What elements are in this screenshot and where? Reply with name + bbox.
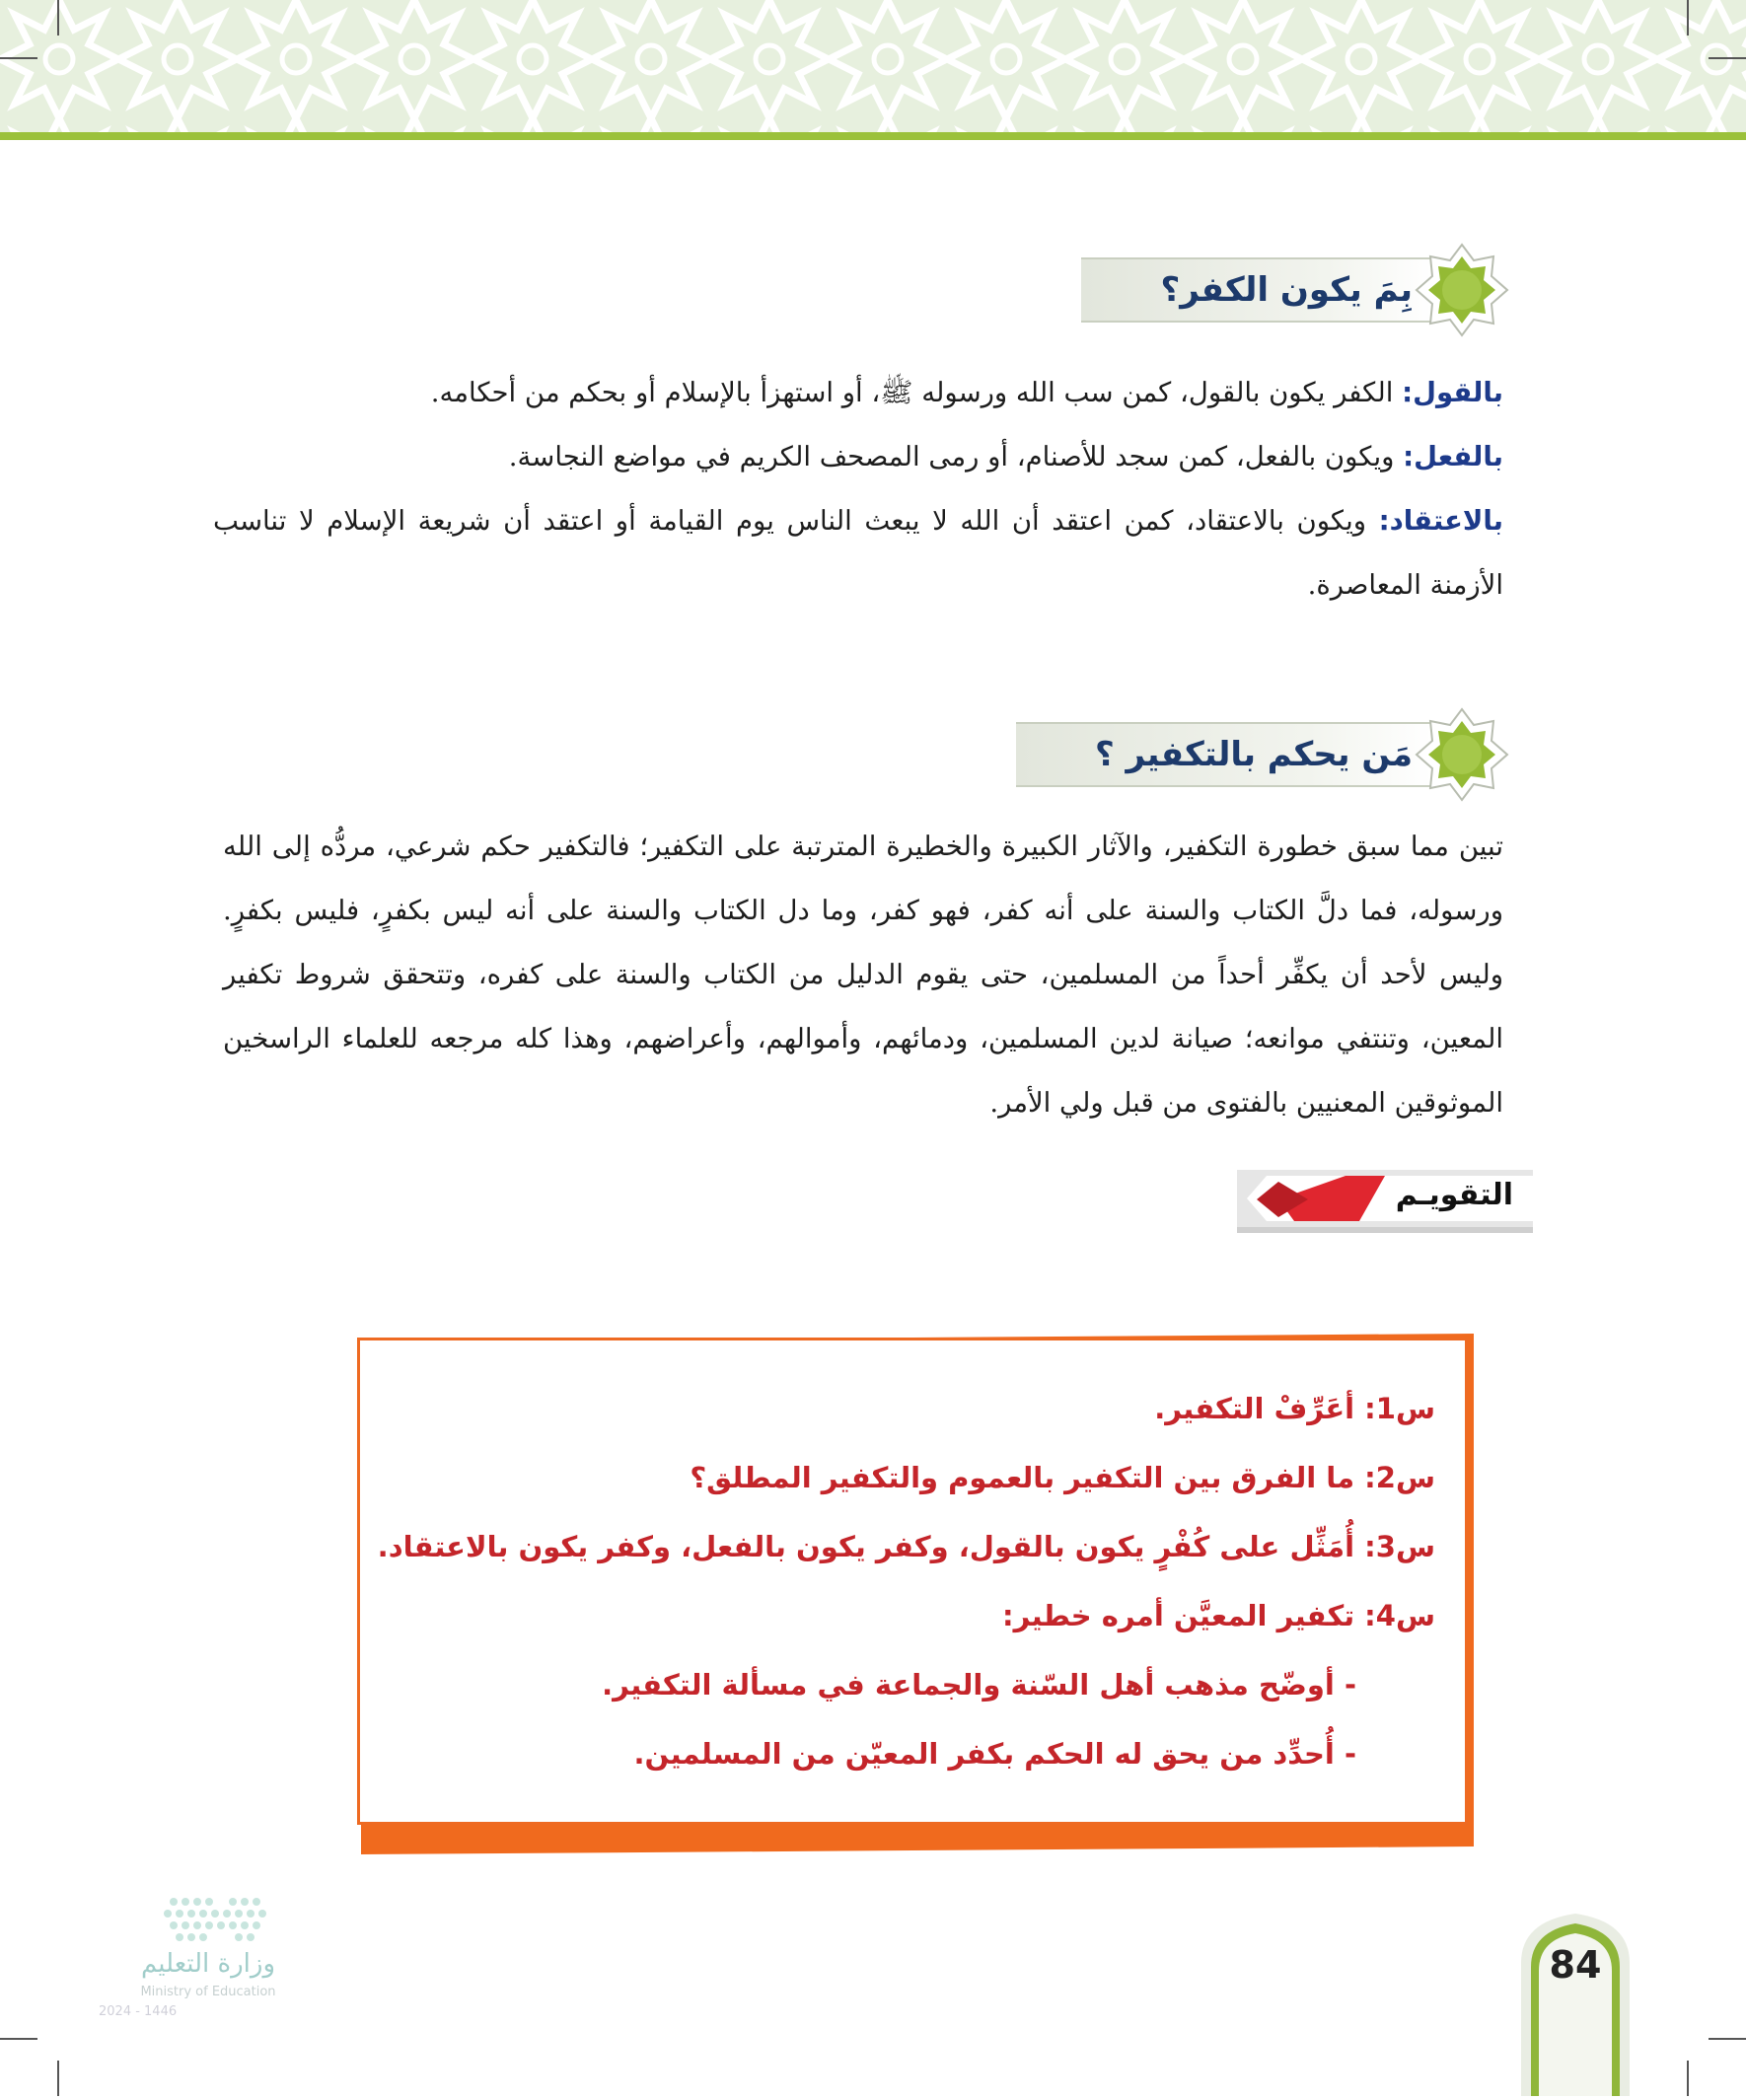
list-item bbox=[213, 425, 1503, 489]
question-3: س3: أُمَثِّل على كُفْرٍ يكون بالقول، وكفر يكون بالفعل، وكفر يكون بالاعتقاد. bbox=[377, 1530, 1435, 1563]
page-number-tab bbox=[1521, 1914, 1630, 2096]
question-2: س2: ما الفرق بين التكفير بالعموم والتكفير المطلق؟ bbox=[690, 1461, 1435, 1494]
section-title: بِمَ يكون الكفر؟ bbox=[1160, 270, 1413, 310]
crop-mark bbox=[0, 57, 37, 59]
subquestion-2: - أُحدِّد من يحق له الحكم بكفر المعيّن من المسلمين. bbox=[633, 1737, 1356, 1771]
question-box bbox=[357, 1338, 1468, 1825]
takfir-paragraph: تبين مما سبق خطورة التكفير، والآثار الكبيرة والخطيرة المترتبة على التكفير؛ فالتكفير حكم شرعي، مردُّه إلى الله ورسوله، فما دلَّ الكتاب والسنة على أنه كفر، فهو كفر، وما دل الكتاب والسنة على أنه ليس بكفرٍ، فليس بكفرٍ. وليس لأحد أن يكفِّر أحداً من المسلمين، حتى يقوم الدليل من الكتاب والسنة على كفره، وتتحقق شروط تكفير المعين، وتنتفي موانعه؛ صيانة لدين المسلمين، ودمائهم، وأموالهم، وأعراضهم، وهذا كله مرجعه للعلماء الراسخين الموثوقين المعنيين بالفتوى من قبل ولي الأمر. bbox=[223, 831, 1503, 1119]
ministry-dots-icon bbox=[95, 1892, 322, 1951]
ministry-logo bbox=[95, 1892, 322, 2040]
section-title: مَن يحكم بالتكفير ؟ bbox=[1094, 735, 1413, 774]
section-heading-kufr bbox=[1081, 252, 1509, 328]
question-1: س1: أعَرِّفْ التكفير. bbox=[1154, 1392, 1435, 1425]
ministry-name-en: Ministry of Education bbox=[140, 1985, 276, 1999]
kufr-types-paragraph bbox=[213, 361, 1503, 617]
item-text: الكفر يكون بالقول، كمن سب الله ورسوله ﷺ، أو استهزأ بالإسلام أو بحكم من أحكامه. bbox=[430, 377, 1403, 408]
crop-mark bbox=[1687, 0, 1689, 36]
subquestion-1: - أوضّح مذهب أهل السّنة والجماعة في مسألة التكفير. bbox=[602, 1668, 1356, 1702]
evaluation-label: التقويـم bbox=[1395, 1178, 1513, 1212]
crop-mark bbox=[57, 2061, 59, 2096]
item-text: ويكون بالاعتقاد، كمن اعتقد أن الله لا يبعث الناس يوم القيامة أو اعتقد أن شريعة الإسلام لا تناسب الأزمنة المعاصرة. bbox=[213, 505, 1503, 601]
evaluation-tag bbox=[1237, 1170, 1533, 1233]
list-item bbox=[213, 361, 1503, 425]
crop-mark bbox=[1687, 2061, 1689, 2096]
crop-mark bbox=[1709, 2038, 1746, 2040]
question-4: س4: تكفير المعيَّن أمره خطير: bbox=[1002, 1599, 1435, 1632]
item-label: بالاعتقاد: bbox=[1378, 505, 1503, 537]
item-text: ويكون بالفعل، كمن سجد للأصنام، أو رمى المصحف الكريم في مواضع النجاسة. bbox=[508, 441, 1404, 472]
octagon-star-icon bbox=[1415, 707, 1509, 802]
section-heading-bar bbox=[1016, 722, 1432, 787]
list-item bbox=[213, 489, 1503, 617]
octagon-star-icon bbox=[1415, 243, 1509, 337]
header-pattern-band bbox=[0, 0, 1746, 146]
section-heading-takfir bbox=[1016, 716, 1509, 793]
crop-mark bbox=[1709, 57, 1746, 59]
section-heading-bar bbox=[1081, 257, 1432, 323]
crop-mark bbox=[0, 2038, 37, 2040]
item-label: بالقول: bbox=[1402, 377, 1503, 408]
crop-mark bbox=[57, 0, 59, 36]
page-number: 84 bbox=[1549, 1943, 1602, 1987]
ministry-year: 2024 - 1446 bbox=[99, 2004, 178, 2019]
ministry-name-ar: وزارة التعليم bbox=[140, 1949, 276, 1979]
item-label: بالفعل: bbox=[1403, 441, 1503, 472]
